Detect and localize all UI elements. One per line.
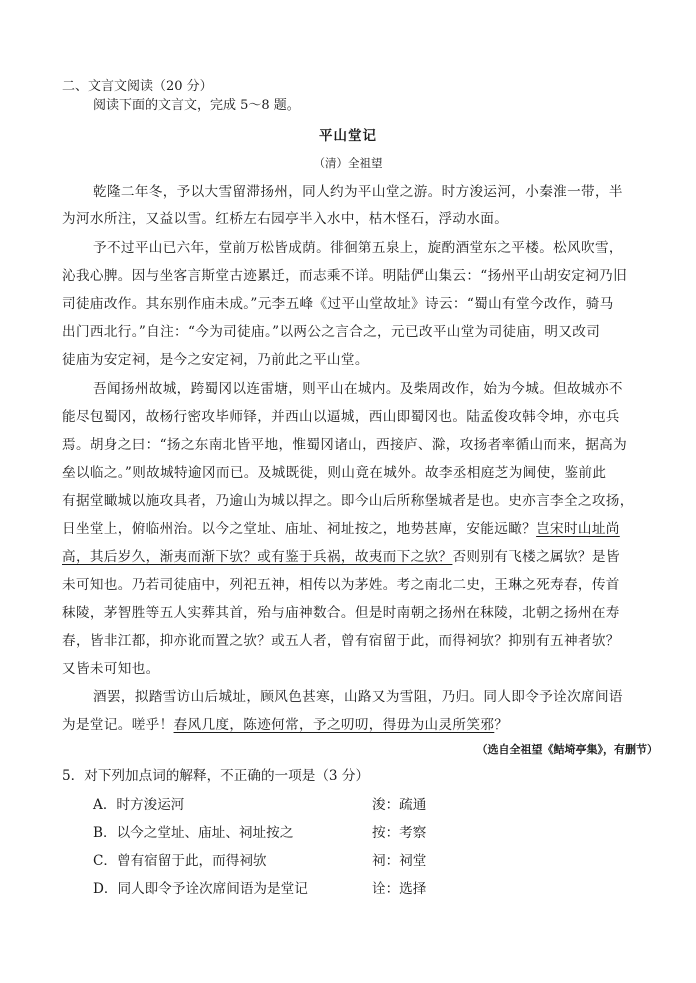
passage-line bbox=[62, 549, 620, 565]
passage-line: 有据堂瞰城以施攻具者，乃逾山为城以捍之。即今山后所称堡城者是也。史亦言李全之攻扬， bbox=[62, 493, 634, 509]
passage-line: 为河水所注，又益以雪。红桥左右园亭半入水中，枯木怪石，浮动水面。 bbox=[62, 211, 509, 227]
passage-line: 吾闻扬州故城，跨蜀冈以连雷塘，则平山在城内。及柴周改作，始为今城。但故城亦不 bbox=[93, 381, 623, 397]
option-d-gloss: 诠：选择 bbox=[372, 881, 427, 897]
passage-line: 酒罢，拟踏雪访山后城址，顾风色甚寒，山路又为雪阻，乃归。同人即令予诠次席间语 bbox=[93, 689, 623, 705]
underlined-sentence: 岂宋时山址尚 bbox=[536, 521, 620, 537]
section-instruction: 阅读下面的文言文，完成 5～8 题。 bbox=[93, 98, 300, 113]
passage-line: 春，皆非江都，抑亦讹而置之欤？或五人者，曾有宿留于此，而得祠欤？抑别有五神者欤？ bbox=[62, 633, 620, 649]
passage-source: （选自全祖望《鲒埼亭集》，有删节） bbox=[476, 743, 658, 756]
passage-author: （清）全祖望 bbox=[313, 156, 383, 170]
passage-line: 乾隆二年冬，予以大雪留滞扬州，同人约为平山堂之游。时方浚运河，小秦淮一带，半 bbox=[93, 184, 623, 200]
underlined-sentence: 高，其后岁久，渐夷而渐下欤？或有鉴于兵祸，故夷而下之欤？ bbox=[62, 549, 453, 565]
passage-title: 平山堂记 bbox=[319, 128, 377, 144]
passage-line: 未可知也。乃若司徒庙中，列祀五神，相传以为茅姓。考之南北二史，王琳之死寿春，传首 bbox=[62, 577, 620, 593]
passage-line: 予不过平山已六年，堂前万松皆成荫。徘徊第五泉上，旋酌酒堂东之平楼。松风吹雪， bbox=[93, 240, 623, 256]
passage-line bbox=[62, 521, 620, 537]
passage-line-text: 为是堂记。嗟乎！ bbox=[62, 717, 174, 733]
option-a-gloss: 浚：疏通 bbox=[372, 797, 427, 813]
passage-line-text: ？ bbox=[494, 717, 509, 733]
passage-line: 司徒庙改作。其东别作庙未成。”元李五峰《过平山堂故址》诗云：“蜀山有堂今改作，骑马 bbox=[62, 296, 614, 312]
passage-line: 能尽包蜀冈，故杨行密攻毕师铎，并西山以逼城，西山即蜀冈也。陆孟俊攻韩令坤，亦屯兵 bbox=[62, 409, 620, 425]
passage-line: 徒庙为安定祠，是今之安定祠，乃前此之平山堂。 bbox=[62, 352, 369, 368]
passage-line: 沁我心脾。因与坐客言斯堂古迹累迁，而志乘不详。明陆俨山集云：“扬州平山胡安定祠乃旧 bbox=[62, 268, 628, 284]
passage-line: 出门西北行。”自注：“今为司徒庙。”以两公之言合之，元已改平山堂为司徒庙，明又改司 bbox=[62, 324, 601, 340]
passage-line: 又皆未可知也。 bbox=[62, 661, 160, 677]
option-b-gloss: 按：考察 bbox=[372, 825, 427, 841]
passage-line-text: 否则别有飞楼之属欤？是皆 bbox=[452, 549, 620, 565]
option-d: D．同人即令予诠次席间语为是堂记 bbox=[93, 881, 308, 897]
underlined-sentence: 春风几度，陈迹何常，予之叨叨，得毋为山灵所笑邪 bbox=[173, 717, 495, 733]
option-c-gloss: 祠：祠堂 bbox=[372, 853, 427, 869]
option-a: A．时方浚运河 bbox=[93, 797, 185, 813]
passage-line: 垒以临之。”则故城特逾冈而已。及城既徙，则山竟在城外。故李丞相庭芝为阃使，鉴前此 bbox=[62, 465, 607, 481]
option-c: C．曾有宿留于此，而得祠欤 bbox=[93, 853, 267, 869]
passage-line bbox=[62, 717, 508, 733]
passage-line-text: 日坐堂上，俯临州治。以今之堂址、庙址、祠址按之，地势甚庳，安能远瞰？ bbox=[62, 521, 537, 537]
question-stem: 5．对下列加点词的解释，不正确的一项是（3 分） bbox=[62, 768, 370, 784]
option-b: B．以今之堂址、庙址、祠址按之 bbox=[93, 825, 294, 841]
section-heading: 二、文言文阅读（20 分） bbox=[62, 79, 213, 94]
passage-line: 焉。胡身之曰：“扬之东南北皆平地，惟蜀冈诸山，西接庐、滁，攻扬者率循山而来，据高为 bbox=[62, 437, 628, 453]
passage-line: 秣陵，茅智胜等五人实葬其首，殆与庙神数合。但是时南朝之扬州在秣陵，北朝之扬州在寿 bbox=[62, 605, 620, 621]
